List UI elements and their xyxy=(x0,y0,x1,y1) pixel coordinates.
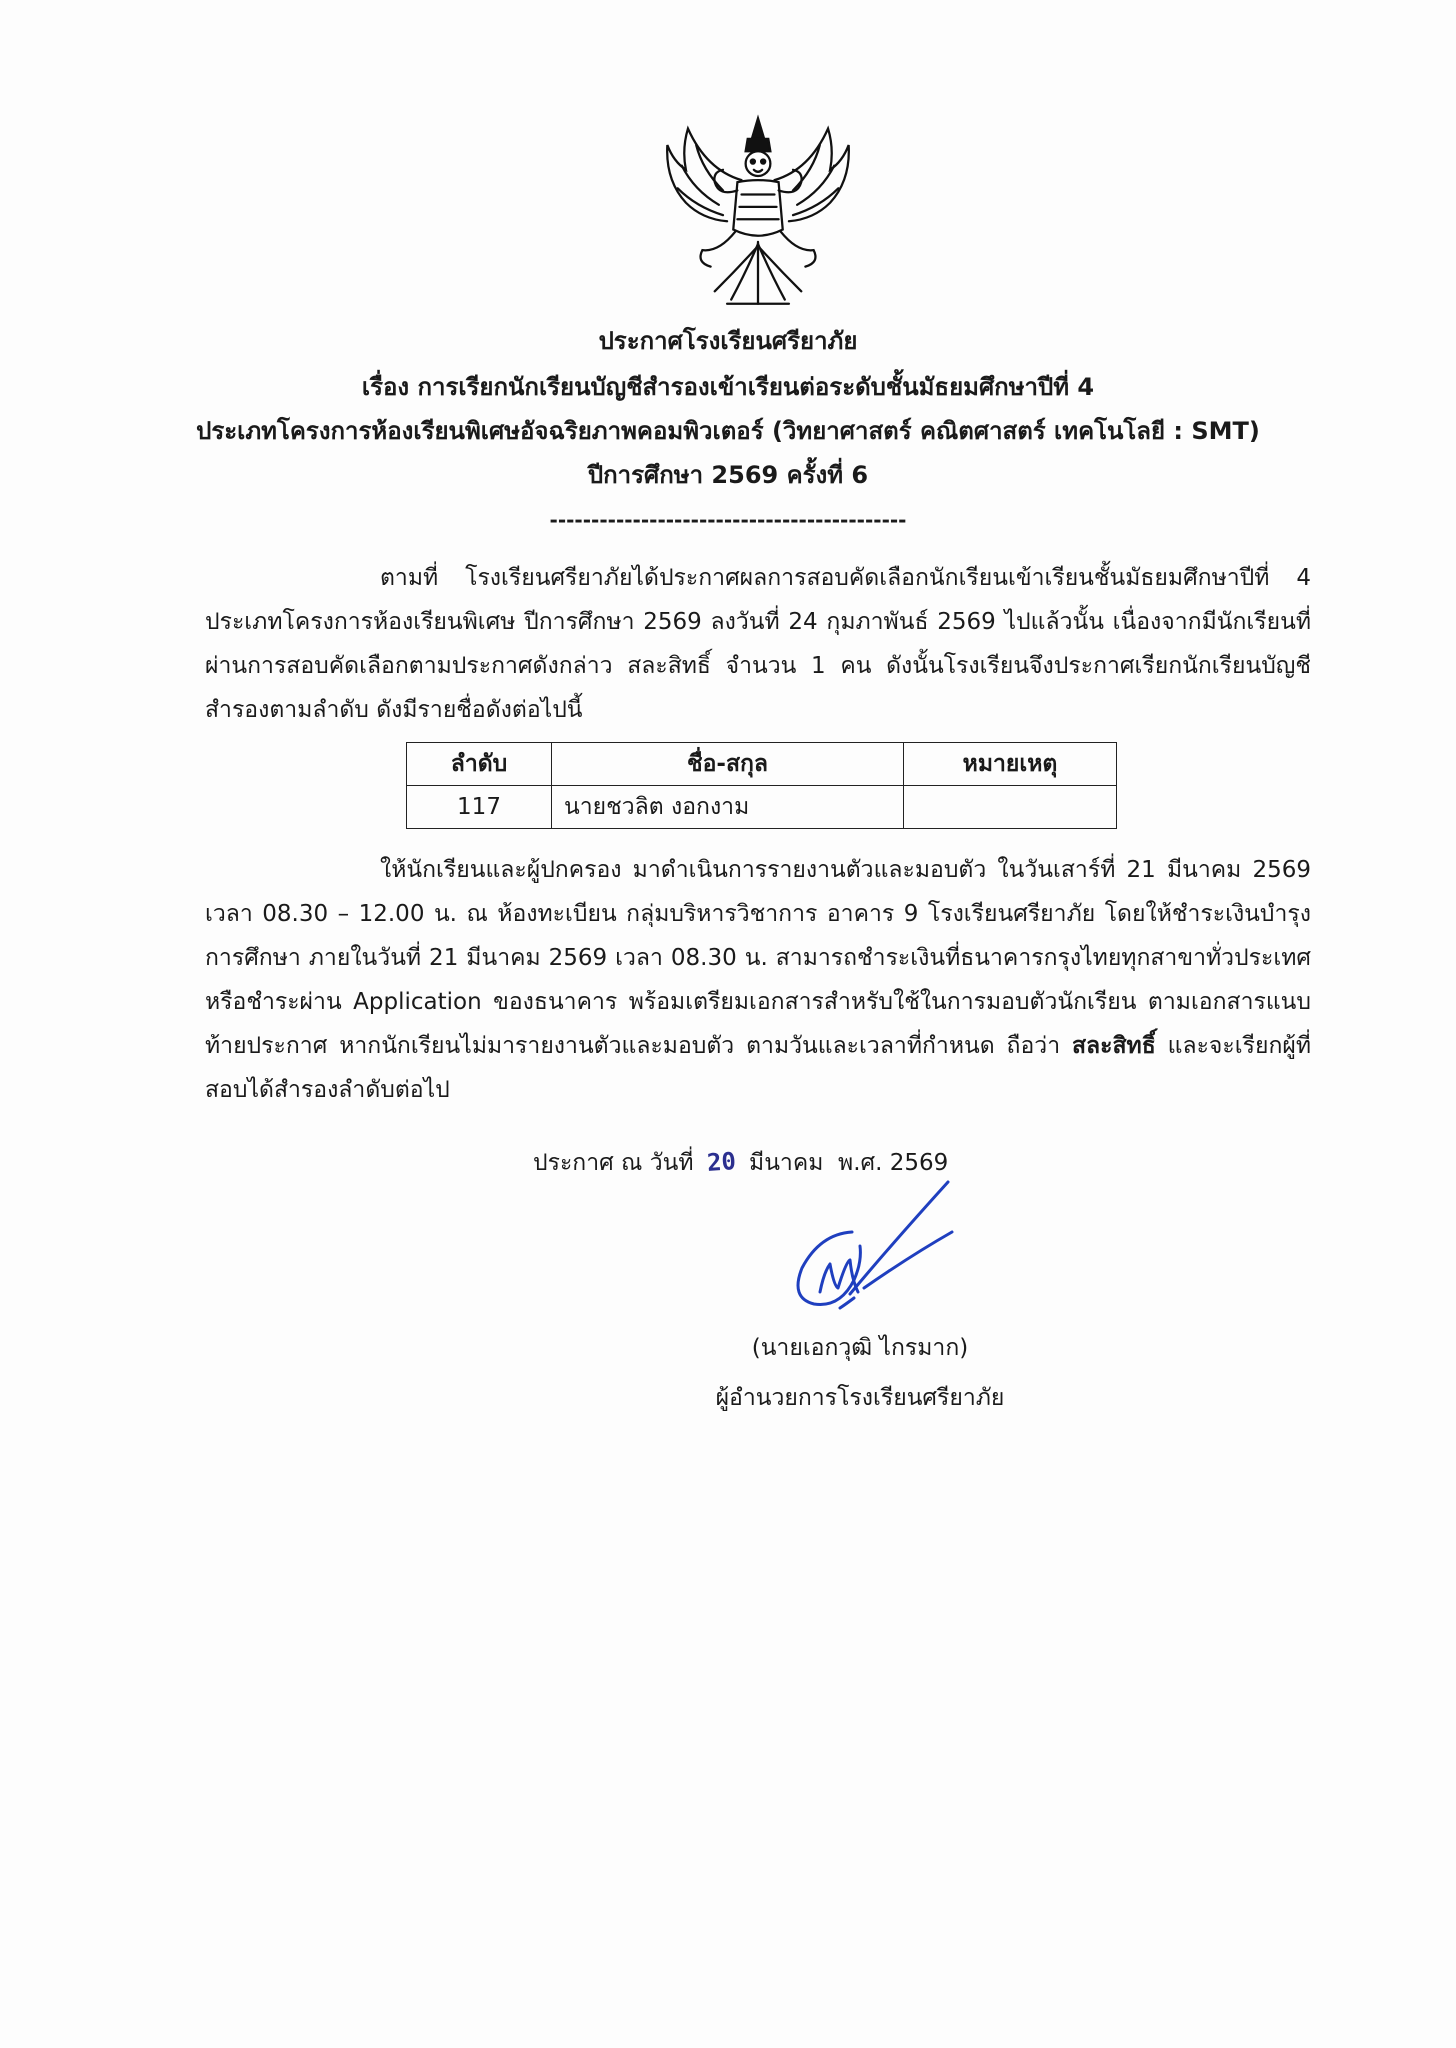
date-year: พ.ศ. 2569 xyxy=(838,1150,949,1176)
instructions-text-part2: และจะเรียกผู้ที่สอบได้สำรองลำดับต่อไป xyxy=(205,1033,1312,1103)
paragraph-instructions xyxy=(205,848,1311,1112)
instructions-text-part1: ให้นักเรียนและผู้ปกครอง มาดำเนินการรายงานตัวและมอบตัว ในวันเสาร์ที่ 21 มีนาคม 2569 เวลา 08.30 – 12.00 น. ณ ห้องทะเบียน กลุ่มบริหารวิชาการ อาคาร 9 โรงเรียนศรียาภัย โดยให้ชำระเงินบำรุงการศึกษา ภายในวันที่ 21 มีนาคม 2569 เวลา 08.30 น. สามารถชำระเงินที่ธนาคารกรุงไทยทุกสาขาทั่วประเทศ หรือชำระผ่าน Application ของธนาคาร พร้อมเตรียมเอกสารสำหรับใช้ในการมอบตัวนักเรียน ตามเอกสารแนบท้ายประกาศ หากนักเรียนไม่มารายงานตัวและมอบตัว ตามวันและเวลาที่กำหนด ถือว่า xyxy=(205,857,1311,1059)
table-header-row xyxy=(407,743,1117,786)
signature-icon xyxy=(780,1176,970,1326)
paragraph-intro-text: ตามที่ โรงเรียนศรียาภัยได้ประกาศผลการสอบคัดเลือกนักเรียนเข้าเรียนชั้นมัธยมศึกษาปีที่ 4 ประเภทโครงการห้องเรียนพิเศษ ปีการศึกษา 2569 ลงวันที่ 24 กุมภาพันธ์ 2569 ไปแล้วนั้น เนื่องจากมีนักเรียนที่ผ่านการสอบคัดเลือกตามประกาศดังกล่าว สละสิทธิ์ จำนวน 1 คน ดังนั้นโรงเรียนจึงประกาศเรียกนักเรียนบัญชีสำรองตามลำดับ ดังมีรายชื่อดังต่อไปนี้ xyxy=(205,565,1311,723)
column-header-order: ลำดับ xyxy=(407,743,552,786)
signer-title: ผู้อำนวยการโรงเรียนศรียาภัย xyxy=(715,1385,1005,1411)
announcement-title: ประกาศโรงเรียนศรียาภัย xyxy=(598,327,858,355)
forfeit-emphasis: สละสิทธิ์ xyxy=(1072,1033,1156,1059)
program-type: ประเภทโครงการห้องเรียนพิเศษอัจฉริยภาพคอมพิวเตอร์ (วิทยาศาสตร์ คณิตศาสตร์ เทคโนโลยี : SMT) xyxy=(196,417,1260,445)
table-row xyxy=(407,786,1117,829)
academic-year-round: ปีการศึกษา 2569 ครั้งที่ 6 xyxy=(587,461,869,489)
divider-line: ------------------------------------------- xyxy=(549,508,907,532)
date-prefix: ประกาศ ณ วันที่ xyxy=(533,1150,694,1176)
announcement-subject: เรื่อง การเรียกนักเรียนบัญชีสำรองเข้าเรียนต่อระดับชั้นมัธยมศึกษาปีที่ 4 xyxy=(361,373,1095,401)
signer-name: (นายเอกวุฒิ ไกรมาก) xyxy=(751,1335,969,1361)
column-header-name: ชื่อ-สกุล xyxy=(552,743,904,786)
column-header-note: หมายเหตุ xyxy=(904,743,1117,786)
cell-note xyxy=(904,786,1117,829)
date-month: มีนาคม xyxy=(749,1150,824,1176)
handwritten-day: 20 xyxy=(705,1147,737,1177)
garuda-emblem-icon xyxy=(655,108,861,314)
paragraph-intro xyxy=(205,556,1311,732)
cell-order: 117 xyxy=(407,786,552,829)
reserve-student-table xyxy=(406,742,1117,829)
paragraph-instructions-text xyxy=(205,848,1311,1112)
cell-name: นายชวลิต งอกงาม xyxy=(552,786,904,829)
